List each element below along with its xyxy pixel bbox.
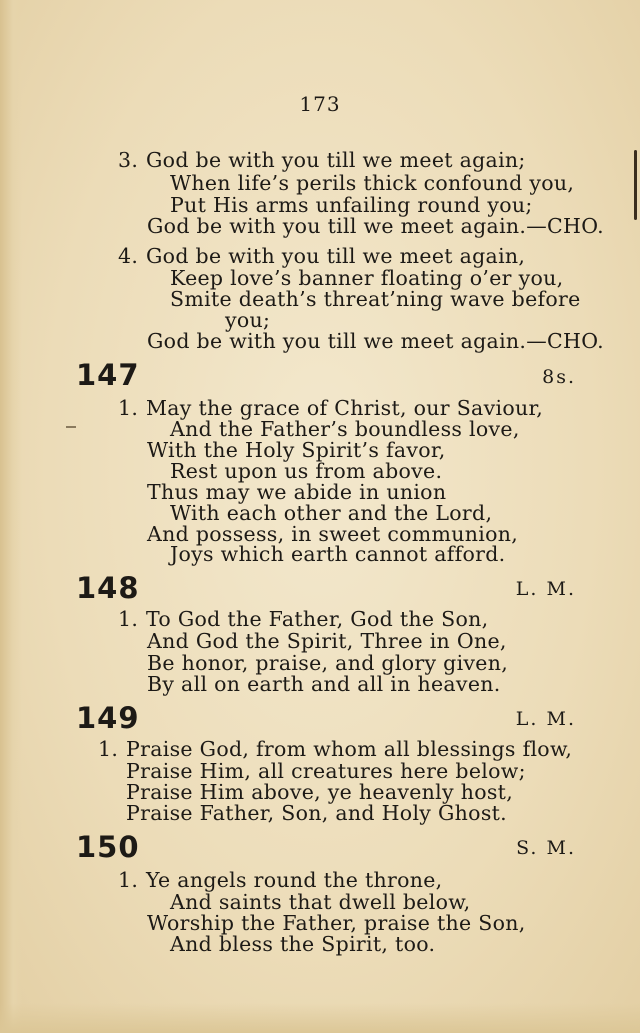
verse-line: And saints that dwell below, [170,890,471,914]
verse-number: 1. [118,607,139,631]
verse-line: God be with you till we meet again.—CHO. [147,329,604,353]
verse-number: 1. [118,396,139,420]
verse-line: By all on earth and all in heaven. [147,672,501,696]
verse-line: 4. God be with you till we meet again, [118,244,526,268]
verse-line: 1. Praise God, from whom all blessings flow, [98,737,573,761]
verse-number: 1. [118,868,139,892]
verse-line: Worship the Father, praise the Son, [147,911,526,935]
verse-line: you; [225,308,271,332]
verse-line: Rest upon us from above. [170,459,443,483]
verse-number: 4. [118,244,139,268]
verse-line: Thus may we abide in union [147,480,447,504]
hymn-meter: L. M. [515,708,576,730]
hymn-number: 147 [76,358,140,392]
verse-line: Praise Him, all creatures here below; [126,759,526,783]
verse-line: God be with you till we meet again.—CHO. [147,214,604,238]
verse-line: 1. May the grace of Christ, our Saviour, [118,396,544,420]
verse-line: 1. Ye angels round the throne, [118,868,443,892]
verse-line: And possess, in sweet communion, [147,522,519,546]
page-bottom-shadow [0,1003,640,1033]
verse-line: With each other and the Lord, [170,501,493,525]
hymn-meter: 8s. [542,366,576,388]
hymn-number: 150 [76,830,140,864]
verse-line: Praise Father, Son, and Holy Ghost. [126,801,508,825]
verse-line: Keep love’s banner floating o’er you, [170,266,564,290]
verse-line: Smite death’s threat’ning wave before [170,287,581,311]
margin-tick-mark [66,426,76,428]
hymn-number: 148 [76,571,140,605]
page-left-shadow [0,0,22,1033]
verse-line: And bless the Spirit, too. [170,932,436,956]
verse-line: With the Holy Spirit’s favor, [147,438,446,462]
verse-line: When life’s perils thick confound you, [170,171,575,195]
verse-line: Be honor, praise, and glory given, [147,651,509,675]
page-number: 173 [299,92,341,116]
verse-line: Put His arms unfailing round you; [170,193,533,217]
verse-line: And God the Spirit, Three in One, [147,629,507,653]
verse-number: 3. [118,148,139,172]
hymn-number: 149 [76,701,140,735]
page-edge-mark [634,150,637,220]
verse-line: 1. To God the Father, God the Son, [118,607,489,631]
verse-line: Praise Him above, ye heavenly host, [126,780,514,804]
verse-line: 3. God be with you till we meet again; [118,148,526,172]
hymn-meter: L. M. [515,578,576,600]
verse-number: 1. [98,737,119,761]
verse-line: Joys which earth cannot afford. [170,542,506,566]
hymn-meter: S. M. [516,837,576,859]
verse-line: And the Father’s boundless love, [170,417,520,441]
